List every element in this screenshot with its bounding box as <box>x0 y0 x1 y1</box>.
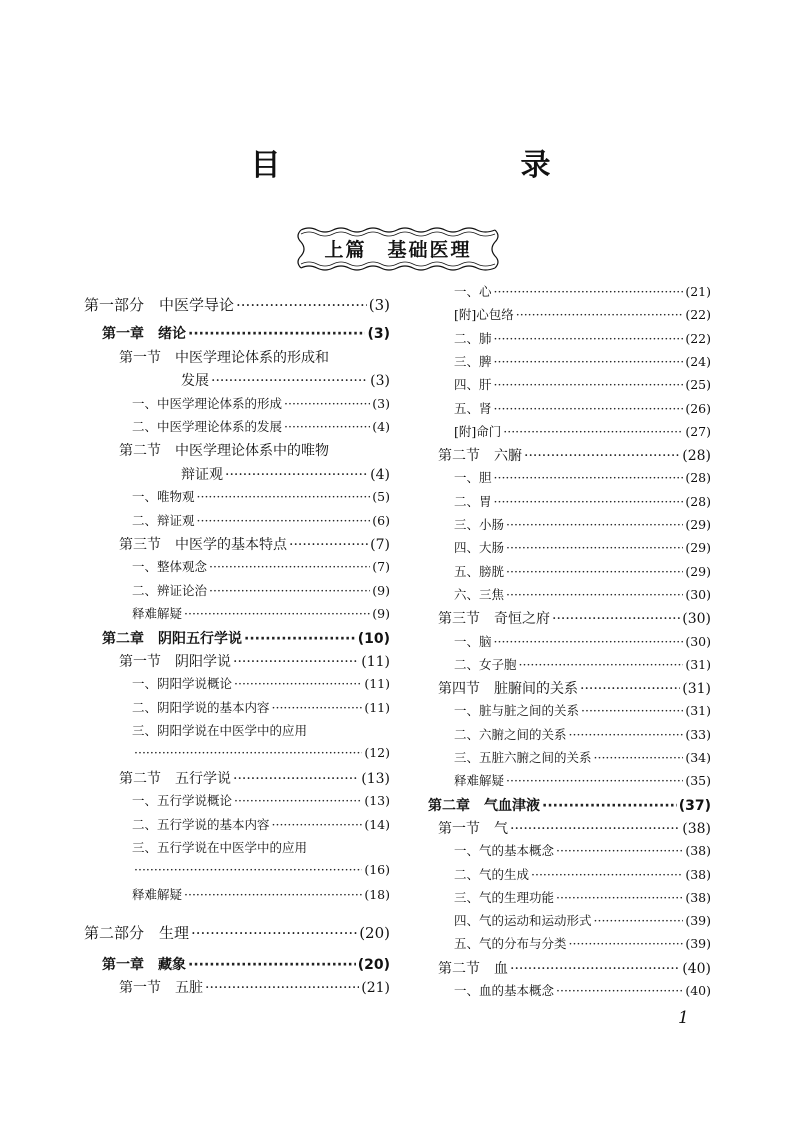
toc-entry-label: 第四节 脏腑间的关系 <box>438 681 578 698</box>
dot-leader <box>284 396 370 411</box>
toc-entry <box>454 585 711 607</box>
toc-entry <box>119 347 390 369</box>
toc-entry-label: 发展 <box>181 373 209 390</box>
toc-entry-label: 第一节 阴阳学说 <box>119 654 231 670</box>
toc-entry-label: 二、女子胞 <box>454 656 517 672</box>
dot-leader <box>234 676 362 691</box>
toc-entry-page: (30) <box>685 586 711 602</box>
toc-entry-page: (30) <box>685 633 711 649</box>
toc-entry <box>132 721 390 743</box>
toc-entry-page: (14) <box>364 816 390 832</box>
toc-entry-page: (9) <box>372 606 390 622</box>
toc-entry-page: (18) <box>364 887 390 902</box>
toc-entry-page: (13) <box>364 793 390 809</box>
toc-entry-page: (21) <box>361 980 390 997</box>
toc-entry-label: 一、整体观念 <box>132 559 208 575</box>
dot-leader <box>272 817 363 832</box>
toc-entry-page: (38) <box>685 866 711 882</box>
dot-leader <box>244 631 356 647</box>
toc-entry-label: 第一节 气 <box>438 820 508 837</box>
toc-entry-label: 二、五行学说的基本内容 <box>132 816 270 832</box>
toc-entry <box>454 701 711 723</box>
banner-title: 上篇 基础医理 <box>324 239 472 261</box>
dot-leader <box>569 727 684 742</box>
toc-entry <box>132 557 390 579</box>
toc-entry-label: 一、胆 <box>454 470 492 486</box>
dot-leader <box>205 980 359 996</box>
toc-entry-page: (5) <box>372 489 390 505</box>
dot-leader <box>506 540 683 555</box>
toc-entry-page: (3) <box>368 296 390 314</box>
toc-entry-page: (29) <box>685 563 711 579</box>
toc-entry <box>454 305 711 327</box>
toc-entry-label: 二、中医学理论体系的发展 <box>132 419 283 434</box>
dot-leader <box>506 564 683 579</box>
toc-entry-page: (40) <box>685 983 711 998</box>
toc-entry-label: 三、脾 <box>454 353 492 369</box>
toc-entry-label: 一、中医学理论体系的形成 <box>132 395 283 411</box>
dot-leader <box>503 424 683 439</box>
toc-entry-label: 二、阴阳学说的基本内容 <box>132 699 270 715</box>
toc-entry <box>132 791 390 813</box>
toc-entry-label: 释难解疑 <box>454 773 505 789</box>
toc-entry-label: 第一节 五脏 <box>119 980 203 997</box>
dot-leader <box>552 611 680 627</box>
page-title: 目 录 <box>250 148 611 183</box>
dot-leader <box>594 913 684 928</box>
toc-entry <box>119 768 390 790</box>
toc-entry-page: (39) <box>685 913 711 929</box>
toc-entry-page: (20) <box>357 956 390 973</box>
toc-entry <box>454 468 711 490</box>
toc-entry <box>454 748 711 770</box>
toc-entry-page: (34) <box>685 750 711 765</box>
toc-entry <box>132 838 390 860</box>
dot-leader <box>569 936 684 951</box>
toc-entry <box>132 417 390 439</box>
dot-leader <box>209 559 370 574</box>
toc-entry <box>119 651 390 673</box>
dot-leader <box>494 331 684 346</box>
toc-entry <box>454 911 711 933</box>
dot-leader <box>188 326 365 342</box>
dot-leader <box>184 606 370 621</box>
toc-entry <box>438 608 711 630</box>
toc-entry <box>454 981 711 1003</box>
toc-entry-page: (4) <box>372 419 390 434</box>
toc-entry <box>428 795 711 817</box>
toc-entry-label: 二、辨证论治 <box>132 582 208 598</box>
toc-entry <box>454 865 711 887</box>
toc-entry <box>438 678 711 700</box>
toc-entry <box>102 323 390 345</box>
toc-entry <box>454 888 711 910</box>
toc-entry-label: [附]心包络 <box>454 307 514 323</box>
toc-entry-page: (31) <box>685 703 711 719</box>
dot-leader <box>225 467 368 483</box>
toc-entry <box>132 745 390 767</box>
toc-entry-page: (26) <box>685 400 711 416</box>
dot-leader <box>556 890 683 905</box>
toc-entry-page: (11) <box>361 654 390 670</box>
dot-leader <box>197 489 371 504</box>
toc-entry <box>119 977 390 999</box>
toc-entry-label: 第二章 气血津液 <box>428 797 540 814</box>
dot-leader <box>234 793 362 808</box>
toc-entry <box>454 515 711 537</box>
toc-entry <box>454 422 711 444</box>
toc-entry <box>454 934 711 956</box>
toc-entry-page: (3) <box>367 326 390 343</box>
toc-entry-label: 二、肺 <box>454 330 492 346</box>
toc-entry-page: (31) <box>685 656 711 672</box>
dot-leader <box>211 373 368 389</box>
toc-entry <box>454 562 711 584</box>
toc-entry-label: 四、大肠 <box>454 540 505 556</box>
toc-entry <box>454 632 711 654</box>
toc-entry-label: 五、气的分布与分类 <box>454 936 567 952</box>
dot-leader <box>494 470 684 485</box>
toc-entry-label: 二、辩证观 <box>132 512 195 528</box>
dot-leader <box>233 771 359 787</box>
toc-entry-label: 第一章 藏象 <box>102 956 186 973</box>
dot-leader <box>233 654 359 670</box>
toc-entry-page: (38) <box>685 889 711 905</box>
toc-entry <box>181 370 390 392</box>
toc-entry-page: (38) <box>682 820 711 837</box>
toc-entry <box>454 352 711 374</box>
toc-entry-page: (30) <box>682 611 711 628</box>
dot-leader <box>494 634 684 649</box>
toc-entry-page: (7) <box>372 559 390 575</box>
toc-entry-label: 三、五行学说在中医学中的应用 <box>132 840 308 856</box>
dot-leader <box>191 924 357 942</box>
toc-entry-page: (31) <box>682 681 711 698</box>
dot-leader <box>516 307 684 322</box>
toc-entry-label: 六、三焦 <box>454 586 505 602</box>
dot-leader <box>494 494 684 509</box>
toc-entry <box>132 674 390 696</box>
toc-entry-page: (13) <box>361 771 390 787</box>
toc-entry-label: 第一节 中医学理论体系的形成和 <box>119 349 329 366</box>
toc-entry-page: (22) <box>685 330 711 346</box>
toc-entry-label: 三、小肠 <box>454 517 505 532</box>
toc-entry <box>454 282 711 304</box>
toc-entry-page: (4) <box>370 466 390 483</box>
toc-entry <box>454 771 711 793</box>
toc-entry-label: 释难解疑 <box>132 606 183 622</box>
toc-entry-label: 第三节 奇恒之府 <box>438 611 550 628</box>
toc-entry-page: (29) <box>685 517 711 532</box>
toc-entry-label: 一、血的基本概念 <box>454 983 555 998</box>
toc-entry <box>181 464 390 486</box>
dot-leader <box>197 513 371 528</box>
dot-leader <box>494 284 684 299</box>
toc-entry-label: 三、五脏六腑之间的关系 <box>454 750 592 765</box>
toc-entry-label: 一、唯物观 <box>132 489 195 505</box>
toc-entry-label: 一、阴阳学说概论 <box>132 676 233 692</box>
toc-entry-page: (6) <box>372 512 390 528</box>
dot-leader <box>494 401 684 416</box>
toc-entry-page: (29) <box>685 540 711 556</box>
toc-entry-page: (39) <box>685 936 711 952</box>
dot-leader <box>556 983 683 998</box>
toc-entry-page: (40) <box>682 960 711 977</box>
toc-entry-page: (3) <box>370 373 390 390</box>
dot-leader <box>134 745 362 760</box>
toc-entry-label: 四、气的运动和运动形式 <box>454 913 592 929</box>
toc-entry-page: (9) <box>372 582 390 598</box>
toc-entry <box>132 885 390 907</box>
dot-leader <box>524 448 680 464</box>
toc-entry-page: (11) <box>364 676 390 692</box>
toc-entry-label: 三、气的生理功能 <box>454 889 555 905</box>
dot-leader <box>510 821 680 837</box>
toc-entry-label: 一、心 <box>454 284 492 299</box>
dot-leader <box>581 703 683 718</box>
toc-entry-page: (25) <box>685 377 711 393</box>
dot-leader <box>510 961 680 977</box>
toc-entry-page: (21) <box>685 284 711 299</box>
page-number: 1 <box>678 1008 689 1028</box>
toc-entry <box>102 628 390 650</box>
toc-entry <box>84 294 390 316</box>
dot-leader <box>289 537 368 553</box>
toc-entry <box>132 511 390 533</box>
toc-entry-page: (28) <box>685 493 711 509</box>
toc-entry-label: 第三节 中医学的基本特点 <box>119 537 287 553</box>
toc-entry <box>102 954 390 976</box>
toc-entry <box>454 492 711 514</box>
toc-entry-page: (10) <box>357 630 390 647</box>
toc-entry-page: (22) <box>685 307 711 323</box>
toc-entry-label: 辩证观 <box>181 466 223 483</box>
toc-entry-label: 二、胃 <box>454 493 492 509</box>
toc-entry <box>438 445 711 467</box>
dot-leader <box>506 587 683 602</box>
toc-entry-label: 二、气的生成 <box>454 866 530 882</box>
dot-leader <box>519 657 684 672</box>
dot-leader <box>494 354 684 369</box>
dot-leader <box>506 773 683 788</box>
dot-leader <box>188 957 356 973</box>
toc-entry <box>132 862 390 884</box>
toc-entry <box>454 399 711 421</box>
toc-entry-page: (20) <box>359 924 390 943</box>
toc-entry-page: (28) <box>685 470 711 486</box>
toc-entry-label: 第二节 血 <box>438 960 508 977</box>
dot-leader <box>184 887 362 902</box>
toc-entry-label: 三、阴阳学说在中医学中的应用 <box>132 723 308 739</box>
toc-entry-label: 释难解疑 <box>132 887 183 902</box>
toc-entry-page: (35) <box>685 773 711 789</box>
dot-leader <box>506 517 683 532</box>
toc-entry <box>438 818 711 840</box>
toc-entry <box>454 841 711 863</box>
toc-entry <box>132 487 390 509</box>
dot-leader <box>542 798 677 814</box>
toc-entry <box>454 655 711 677</box>
toc-entry-page: (3) <box>372 395 390 411</box>
dot-leader <box>556 843 683 858</box>
toc-entry <box>132 815 390 837</box>
toc-entry-page: (38) <box>685 843 711 859</box>
dot-leader <box>594 750 684 765</box>
toc-entry-page: (16) <box>364 861 390 877</box>
toc-entry-label: [附]命门 <box>454 423 502 439</box>
toc-entry <box>132 394 390 416</box>
toc-entry-page: (33) <box>685 726 711 742</box>
toc-entry-label: 第一部分 中医学导论 <box>84 296 235 314</box>
toc-entry <box>454 538 711 560</box>
toc-entry-label: 一、脏与脏之间的关系 <box>454 703 580 719</box>
toc-entry-page: (28) <box>682 448 711 465</box>
toc-entry <box>132 698 390 720</box>
dot-leader <box>494 377 684 392</box>
toc-entry-label: 五、肾 <box>454 400 492 416</box>
toc-entry-label: 第二节 中医学理论体系中的唯物 <box>119 443 329 460</box>
toc-entry-label: 二、六腑之间的关系 <box>454 726 567 742</box>
toc-entry-page: (12) <box>364 744 390 760</box>
toc-entry-page: (24) <box>685 353 711 369</box>
toc-entry-label: 第二节 六腑 <box>438 448 522 465</box>
toc-entry-page: (27) <box>685 423 711 439</box>
toc-entry-label: 一、脑 <box>454 633 492 649</box>
dot-leader <box>580 681 680 697</box>
toc-entry-page: (11) <box>364 699 390 715</box>
dot-leader <box>531 867 683 882</box>
dot-leader <box>209 583 370 598</box>
toc-entry <box>84 922 390 944</box>
dot-leader <box>236 296 367 314</box>
toc-entry <box>454 329 711 351</box>
toc-entry-label: 一、气的基本概念 <box>454 843 555 859</box>
toc-entry-label: 一、五行学说概论 <box>132 793 233 809</box>
toc-entry <box>132 604 390 626</box>
toc-entry <box>119 534 390 556</box>
dot-leader <box>284 419 370 434</box>
toc-entry <box>454 725 711 747</box>
toc-entry <box>119 440 390 462</box>
toc-entry <box>454 375 711 397</box>
toc-entry-label: 五、膀胱 <box>454 563 505 579</box>
toc-entry-page: (37) <box>678 797 711 814</box>
dot-leader <box>272 700 363 715</box>
toc-entry-label: 第一章 绪论 <box>102 326 186 343</box>
toc-entry <box>438 958 711 980</box>
dot-leader <box>134 862 362 877</box>
toc-entry-label: 第二部分 生理 <box>84 924 190 943</box>
toc-entry <box>132 581 390 603</box>
toc-entry-page: (7) <box>370 537 390 553</box>
toc-entry-label: 四、肝 <box>454 377 492 393</box>
toc-entry-label: 第二节 五行学说 <box>119 771 231 787</box>
section-banner <box>293 224 503 274</box>
toc-entry-label: 第二章 阴阳五行学说 <box>102 630 242 647</box>
